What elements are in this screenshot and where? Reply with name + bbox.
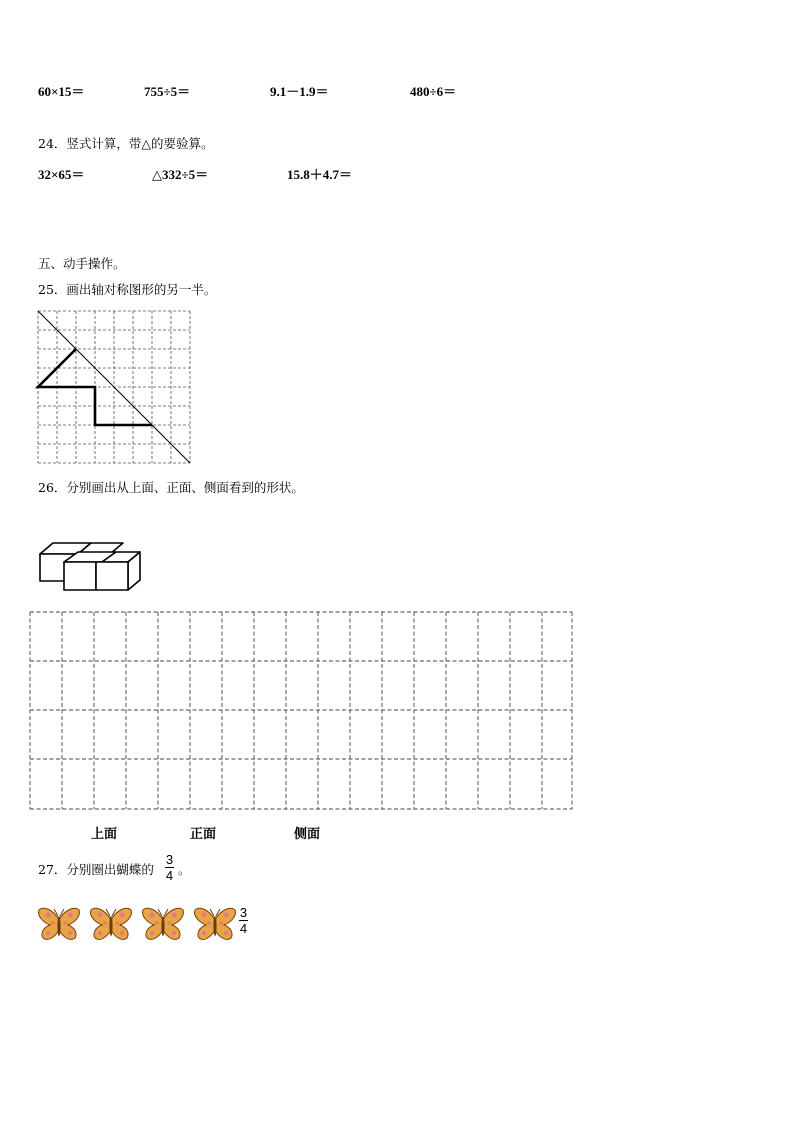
label-front-view: 正面 — [190, 826, 217, 841]
drawing-grid[interactable] — [30, 612, 573, 810]
fraction-numerator: 3 — [165, 852, 174, 867]
q27-title-end: 。 — [178, 862, 191, 877]
calc-item-1: 60×15＝ — [38, 84, 85, 99]
q25-title: 25．画出轴对称图形的另一半。 — [38, 282, 217, 297]
fraction-denominator: 4 — [165, 868, 174, 883]
q26-title: 26．分别画出从上面、正面、侧面看到的形状。 — [38, 480, 304, 495]
label-top-view: 上面 — [91, 826, 118, 841]
cube-stack-figure — [40, 540, 144, 594]
fraction-numerator: 3 — [239, 905, 248, 920]
section-five-title: 五、动手操作。 — [38, 256, 126, 271]
butterfly-icon[interactable] — [194, 906, 236, 944]
butterfly-icon[interactable] — [142, 906, 184, 944]
q27-title: 27．分别圈出蝴蝶的 — [38, 862, 154, 877]
calc-item-4: 480÷6＝ — [410, 84, 457, 99]
butterfly-icon[interactable] — [90, 906, 132, 944]
q24-item-2: △332÷5＝ — [152, 167, 209, 182]
label-side-view: 侧面 — [294, 826, 321, 841]
q24-item-3: 15.8＋4.7＝ — [287, 167, 353, 182]
q24-title: 24．竖式计算，带△的要验算。 — [38, 136, 214, 151]
fraction-denominator: 4 — [239, 921, 248, 936]
calc-item-2: 755÷5＝ — [144, 84, 191, 99]
butterfly-icon[interactable] — [38, 906, 80, 944]
calc-item-3: 9.1－1.9＝ — [270, 84, 329, 99]
q27-title-fraction — [165, 853, 174, 882]
symmetry-grid-figure[interactable] — [38, 311, 191, 464]
q24-item-1: 32×65＝ — [38, 167, 85, 182]
butterfly-fraction — [239, 906, 248, 935]
